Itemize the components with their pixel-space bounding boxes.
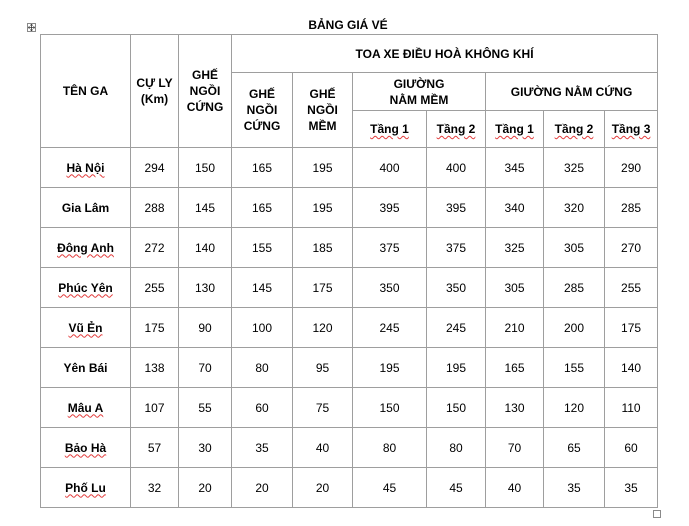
header-ac-soft-seat: GHẾ NGỒI MỀM <box>293 73 353 148</box>
cell: 70 <box>486 428 544 468</box>
table-row <box>41 228 658 268</box>
header-soft-tier2: Tầng 2 <box>427 111 486 148</box>
cell: 195 <box>293 188 353 228</box>
cell: 175 <box>293 268 353 308</box>
table-row <box>41 188 658 228</box>
cell: 288 <box>131 188 179 228</box>
cell: 165 <box>232 188 293 228</box>
header-ac-hard-seat: GHẾ NGỒI CỨNG <box>232 73 293 148</box>
cell: 107 <box>131 388 179 428</box>
table-row <box>41 388 658 428</box>
cell: 375 <box>427 228 486 268</box>
cell: 175 <box>131 308 179 348</box>
cell: 155 <box>544 348 605 388</box>
cell: 210 <box>486 308 544 348</box>
cell: 100 <box>232 308 293 348</box>
station-name: Phố Lu <box>41 468 131 508</box>
cell: 45 <box>353 468 427 508</box>
cell: 155 <box>232 228 293 268</box>
cell: 350 <box>353 268 427 308</box>
cell: 150 <box>353 388 427 428</box>
table-row <box>41 148 658 188</box>
header-soft-berth: GIƯỜNG NẰM MỀM <box>353 73 486 111</box>
station-name: Đông Anh <box>41 228 131 268</box>
cell: 40 <box>293 428 353 468</box>
cell: 60 <box>605 428 658 468</box>
table-row <box>41 348 658 388</box>
station-name: Hà Nội <box>41 148 131 188</box>
station-name: Bảo Hà <box>41 428 131 468</box>
cell: 165 <box>232 148 293 188</box>
header-hard-seat: GHẾ NGỒI CỨNG <box>179 35 232 148</box>
cell: 145 <box>232 268 293 308</box>
cell: 140 <box>179 228 232 268</box>
cell: 120 <box>544 388 605 428</box>
station-name: Yên Bái <box>41 348 131 388</box>
cell: 305 <box>486 268 544 308</box>
cell: 80 <box>353 428 427 468</box>
cell: 185 <box>293 228 353 268</box>
station-name: Vũ Ẻn <box>41 308 131 348</box>
cell: 35 <box>605 468 658 508</box>
table-move-handle[interactable] <box>27 23 36 32</box>
cell: 195 <box>353 348 427 388</box>
cell: 165 <box>486 348 544 388</box>
cell: 20 <box>293 468 353 508</box>
cell: 195 <box>293 148 353 188</box>
cell: 395 <box>353 188 427 228</box>
cell: 120 <box>293 308 353 348</box>
header-hard-tier2: Tầng 2 <box>544 111 605 148</box>
cell: 45 <box>427 468 486 508</box>
cell: 375 <box>353 228 427 268</box>
cell: 60 <box>232 388 293 428</box>
header-soft-tier1: Tầng 1 <box>353 111 427 148</box>
cell: 90 <box>179 308 232 348</box>
table-title: BẢNG GIÁ VÉ <box>308 18 388 32</box>
cell: 20 <box>232 468 293 508</box>
cell: 130 <box>486 388 544 428</box>
cell: 285 <box>605 188 658 228</box>
cell: 150 <box>427 388 486 428</box>
cell: 255 <box>131 268 179 308</box>
station-name: Phúc Yên <box>41 268 131 308</box>
cell: 150 <box>179 148 232 188</box>
table-row <box>41 308 658 348</box>
cell: 80 <box>427 428 486 468</box>
cell: 245 <box>427 308 486 348</box>
table-row <box>41 428 658 468</box>
cell: 95 <box>293 348 353 388</box>
header-hard-berth: GIƯỜNG NẰM CỨNG <box>486 73 658 111</box>
cell: 200 <box>544 308 605 348</box>
cell: 30 <box>179 428 232 468</box>
cell: 400 <box>353 148 427 188</box>
header-hard-tier1: Tầng 1 <box>486 111 544 148</box>
cell: 65 <box>544 428 605 468</box>
cell: 270 <box>605 228 658 268</box>
cell: 20 <box>179 468 232 508</box>
cell: 340 <box>486 188 544 228</box>
cell: 175 <box>605 308 658 348</box>
table-row <box>41 268 658 308</box>
station-name: Mâu A <box>41 388 131 428</box>
station-name: Gia Lâm <box>41 188 131 228</box>
cell: 395 <box>427 188 486 228</box>
cell: 272 <box>131 228 179 268</box>
cell: 35 <box>544 468 605 508</box>
cell: 55 <box>179 388 232 428</box>
cell: 290 <box>605 148 658 188</box>
cell: 195 <box>427 348 486 388</box>
cell: 245 <box>353 308 427 348</box>
cell: 305 <box>544 228 605 268</box>
header-station: TÊN GA <box>41 35 131 148</box>
cell: 325 <box>544 148 605 188</box>
cell: 75 <box>293 388 353 428</box>
header-ac-group: TOA XE ĐIỀU HOÀ KHÔNG KHÍ <box>232 35 658 73</box>
header-distance: CỰ LY (Km) <box>131 35 179 148</box>
cell: 285 <box>544 268 605 308</box>
cell: 110 <box>605 388 658 428</box>
cell: 350 <box>427 268 486 308</box>
table-resize-handle[interactable] <box>653 510 661 518</box>
cell: 35 <box>232 428 293 468</box>
cell: 70 <box>179 348 232 388</box>
cell: 325 <box>486 228 544 268</box>
cell: 57 <box>131 428 179 468</box>
cell: 400 <box>427 148 486 188</box>
cell: 140 <box>605 348 658 388</box>
cell: 255 <box>605 268 658 308</box>
cell: 345 <box>486 148 544 188</box>
cell: 294 <box>131 148 179 188</box>
move-arrows-icon <box>28 24 35 31</box>
cell: 40 <box>486 468 544 508</box>
header-hard-tier3: Tầng 3 <box>605 111 658 148</box>
cell: 32 <box>131 468 179 508</box>
cell: 80 <box>232 348 293 388</box>
table-row <box>41 468 658 508</box>
fare-table[interactable] <box>40 34 658 508</box>
cell: 320 <box>544 188 605 228</box>
cell: 130 <box>179 268 232 308</box>
cell: 145 <box>179 188 232 228</box>
cell: 138 <box>131 348 179 388</box>
